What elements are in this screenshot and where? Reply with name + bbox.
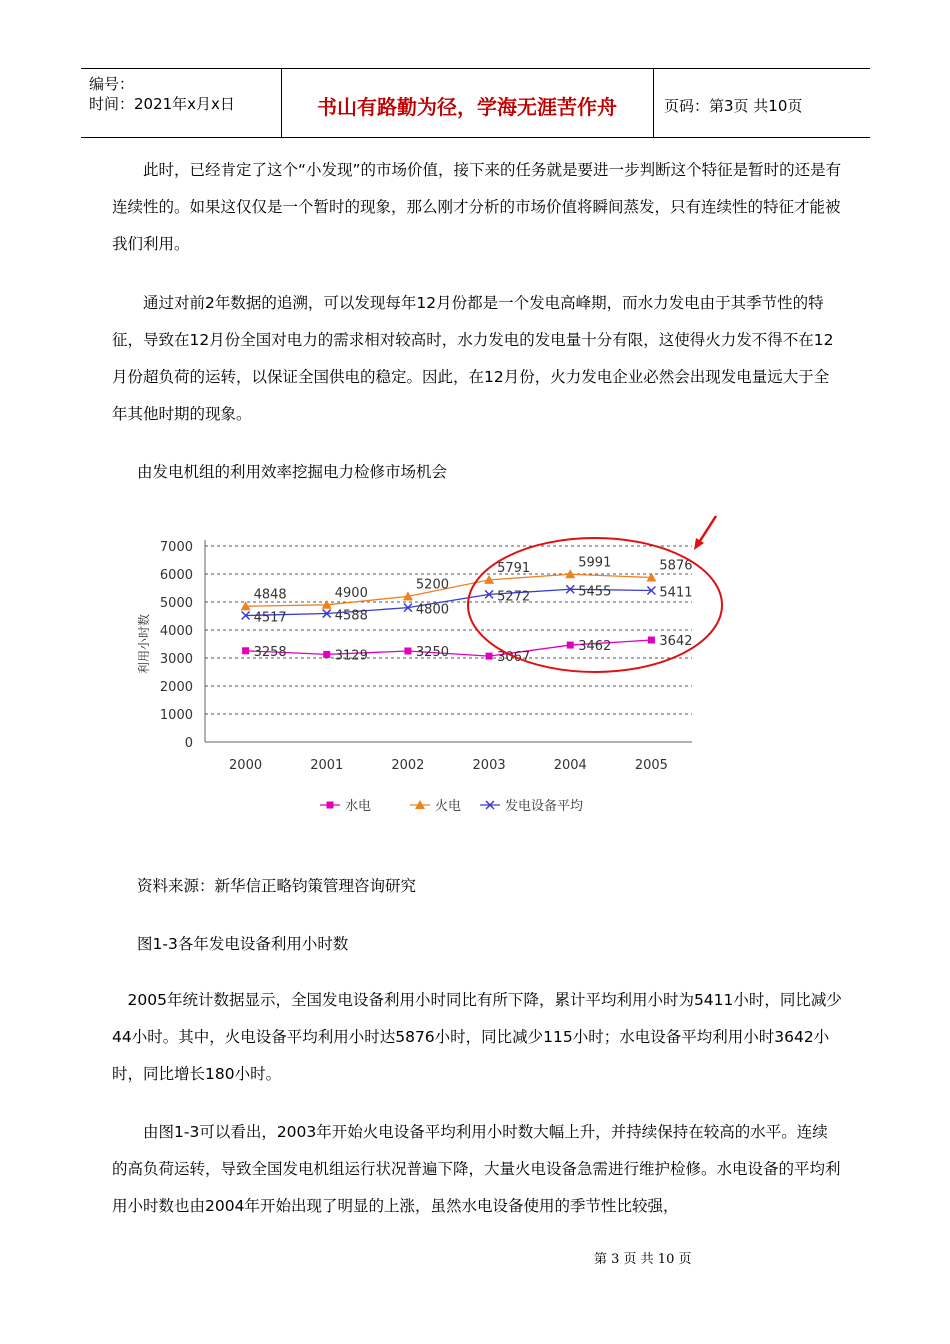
legend-label: 发电设备平均 <box>505 799 584 814</box>
highlight-arrowhead <box>694 538 704 550</box>
data-label: 5991 <box>578 555 612 571</box>
data-label: 5272 <box>497 589 531 605</box>
header-number-label: 编号： <box>89 75 135 93</box>
header-motto-cell <box>281 69 654 137</box>
y-tick-label: 6000 <box>159 568 193 583</box>
y-tick-label: 1000 <box>159 708 193 723</box>
data-label: 3258 <box>253 644 287 660</box>
data-label: 4588 <box>334 608 368 624</box>
data-label: 5876 <box>659 558 693 574</box>
y-tick-label: 4000 <box>159 624 193 639</box>
utilization-line-chart <box>130 510 730 840</box>
data-label: 4900 <box>334 585 368 601</box>
header-info-cell <box>81 69 282 137</box>
data-label: 5791 <box>497 560 531 576</box>
data-label: 3250 <box>415 645 450 660</box>
paragraph-3: 2005年统计数据显示，全国发电设备利用小时同比有所下降，累计平均利用小时为5411小时，同比减少44小时。其中，火电设备平均利用小时达5876小时，同比减少115小时；水电设备平均利用小时3642小时，同比增长180小时。 <box>112 991 842 1083</box>
header-page-label: 页码：第3页 共10页 <box>664 97 803 115</box>
y-tick-label: 0 <box>184 736 193 751</box>
data-point <box>323 651 330 658</box>
legend-marker <box>327 802 334 809</box>
x-tick-label: 2002 <box>391 758 425 773</box>
highlight-arrow <box>698 516 716 544</box>
data-point <box>648 637 655 644</box>
data-point <box>242 647 249 654</box>
legend-label: 水电 <box>345 799 372 814</box>
paragraph-1: 此时，已经肯定了这个“小发现”的市场价值，接下来的任务就是要进一步判断这个特征是暂时的还是有连续性的。如果这仅仅是一个暂时的现象，那么刚才分析的市场价值将瞬间蒸发，只有连续性的特征才能被我们利用。 <box>112 161 842 253</box>
paragraph-4: 由图1-3可以看出，2003年开始火电设备平均利用小时数大幅上升，并持续保持在较高的水平。连续的高负荷运转，导致全国发电机组运行状况普遍下降，大量火电设备急需进行维护检修。水电设备的平均利用小时数也由2004年开始出现了明显的上涨，虽然水电设备使用的季节性比较强， <box>112 1123 841 1215</box>
header-page-cell <box>654 69 870 137</box>
x-tick-label: 2004 <box>553 758 587 773</box>
figure-caption: 图1-3各年发电设备利用小时数 <box>137 935 349 953</box>
chart-intro: 由发电机组的利用效率挖掘电力检修市场机会 <box>137 463 448 481</box>
data-label: 5455 <box>578 584 612 600</box>
x-tick-label: 2001 <box>310 758 344 773</box>
data-label: 3642 <box>659 634 693 650</box>
x-tick-label: 2005 <box>634 758 668 773</box>
page-footer: 第 3 页 共 10 页 <box>594 1252 692 1267</box>
data-point <box>486 653 493 660</box>
data-point <box>404 648 411 655</box>
data-label: 3067 <box>497 650 531 666</box>
data-label: 5200 <box>415 577 450 593</box>
y-tick-label: 5000 <box>159 596 193 611</box>
paragraph-2: 通过对前2年数据的追溯，可以发现每年12月份都是一个发电高峰期，而水力发电由于其季节性的特征，导致在12月份全国对电力的需求相对较高时，水力发电的发电量十分有限，这使得火力发不得不在12月份超负荷的运转，以保证全国供电的稳定。因此，在12月份，火力发电企业必然会出现发电量远大于全年其他时期的现象。 <box>112 294 834 423</box>
source-note: 资料来源：新华信正略钧策管理咨询研究 <box>137 877 417 895</box>
data-point <box>567 642 574 649</box>
data-label: 4848 <box>253 587 287 603</box>
header-motto: 书山有路勤为径，学海无涯苦作舟 <box>317 95 617 119</box>
y-axis-label: 利用小时数 <box>137 613 151 675</box>
data-label: 4517 <box>253 610 287 626</box>
page-header <box>81 68 870 138</box>
data-label: 4800 <box>415 602 450 618</box>
y-tick-label: 7000 <box>159 540 193 555</box>
data-label: 3462 <box>578 639 612 655</box>
x-tick-label: 2000 <box>229 758 263 773</box>
x-tick-label: 2003 <box>472 758 506 773</box>
legend-label: 火电 <box>435 799 462 814</box>
y-tick-label: 2000 <box>159 680 193 695</box>
data-label: 5411 <box>659 585 693 601</box>
header-time-label: 时间：2021年x月x日 <box>89 95 235 113</box>
data-label: 3129 <box>334 648 368 664</box>
y-tick-label: 3000 <box>159 652 193 667</box>
